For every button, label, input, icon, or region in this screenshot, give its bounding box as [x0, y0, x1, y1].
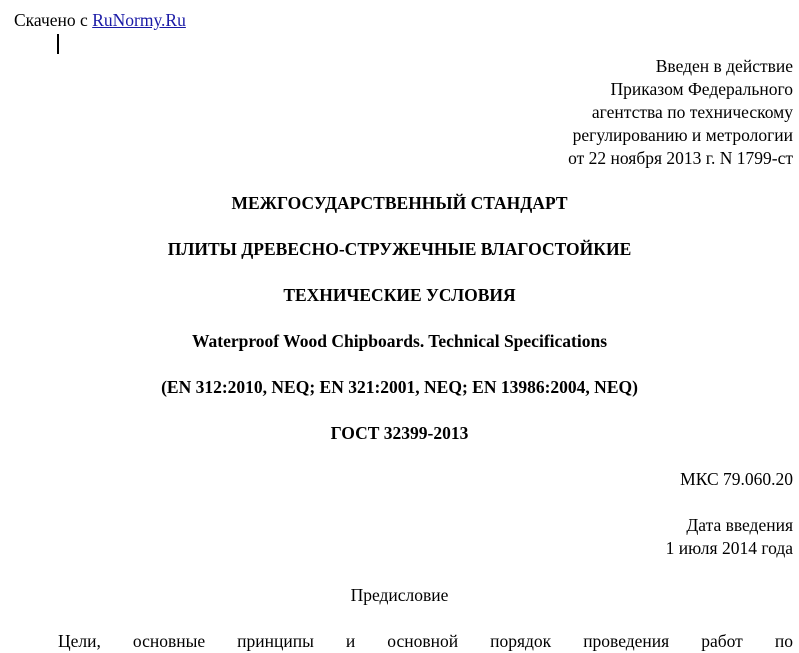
preface-word: проведения [583, 631, 670, 651]
source-prefix: Скачено с [14, 10, 93, 30]
preface-word: по [774, 631, 793, 651]
source-link[interactable]: RuNormy.Ru [92, 10, 186, 30]
standard-type-heading: МЕЖГОСУДАРСТВЕННЫЙ СТАНДАРТ [231, 193, 568, 213]
enactment-line-4: регулированию и метрологии [572, 125, 793, 145]
preface-word: принципы [237, 631, 314, 651]
text-cursor [57, 34, 59, 54]
source-line [14, 9, 186, 32]
enactment-line-2: Приказом Федерального [610, 79, 793, 99]
preface-word: основной [387, 631, 459, 651]
gost-number: ГОСТ 32399-2013 [330, 423, 469, 443]
enactment-line-1: Введен в действие [655, 56, 793, 76]
intro-date-value: 1 июля 2014 года [665, 538, 793, 558]
preface-word: и [345, 631, 356, 651]
preface-word: порядок [490, 631, 552, 651]
document-title: ПЛИТЫ ДРЕВЕСНО-СТРУЖЕЧНЫЕ ВЛАГОСТОЙКИЕ [167, 239, 632, 259]
enactment-line-3: агентства по техническому [591, 102, 793, 122]
preface-heading: Предисловие [350, 585, 449, 605]
intro-date-label: Дата введения [686, 515, 793, 535]
enactment-line-5: от 22 ноября 2013 г. N 1799-ст [568, 148, 793, 168]
preface-word: работ [701, 631, 743, 651]
standard-references: (EN 312:2010, NEQ; EN 321:2001, NEQ; EN 13986:2004, NEQ) [161, 377, 638, 397]
english-title: Waterproof Wood Chipboards. Technical Specifications [191, 331, 608, 351]
preface-word: основные [132, 631, 206, 651]
preface-word: Цели, [58, 631, 101, 651]
document-subtitle: ТЕХНИЧЕСКИЕ УСЛОВИЯ [283, 285, 516, 305]
mks-code: МКС 79.060.20 [680, 469, 793, 489]
